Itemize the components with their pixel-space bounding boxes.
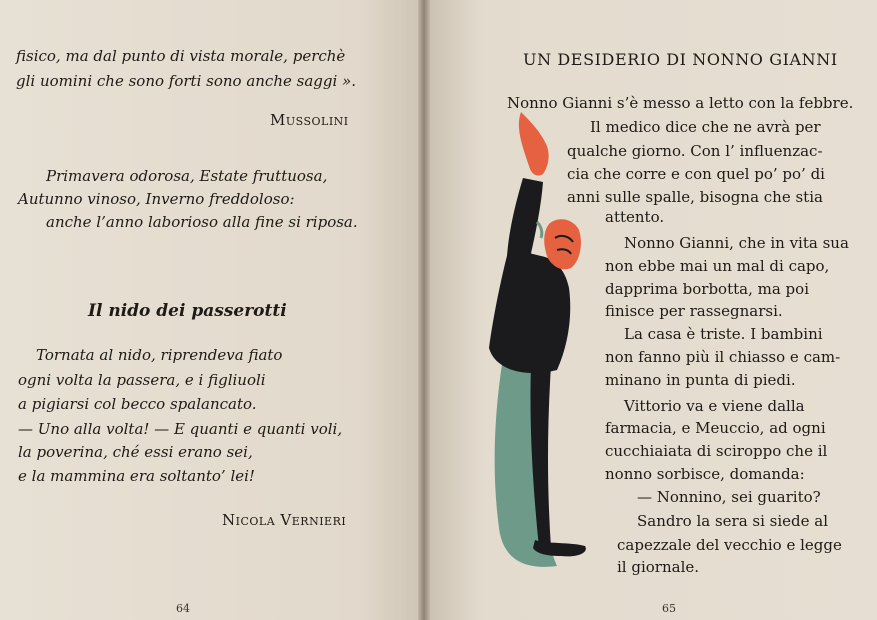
poem-line: la poverina, ché essi erano sei, [18, 443, 253, 461]
poem-title: Il nido dei passerotti [88, 301, 287, 321]
poem-line: Tornata al nido, riprendeva fiato [36, 346, 283, 364]
text-line: La casa è triste. I bambini [624, 325, 823, 343]
poem-author: Nicola Vernieri [222, 511, 347, 529]
proverb-line: Primavera odorosa, Estate fruttuosa, [46, 167, 328, 185]
figure-raised-hand [519, 112, 549, 176]
page-number-right: 65 [662, 602, 676, 615]
quote-line: fisico, ma dal punto di vista morale, perchè [16, 47, 346, 65]
text-line: attento. [605, 208, 665, 226]
proverb-line: Autunno vinoso, Inverno freddoloso: [18, 190, 295, 208]
figure-raised-arm [507, 178, 543, 262]
text-line: minano in punta di piedi. [605, 371, 796, 389]
text-line: Nonno Gianni, che in vita sua [624, 234, 849, 252]
text-line: Nonno Gianni s’è messo a letto con la febbre. [507, 94, 854, 112]
poem-line: — Uno alla volta! — E quanti e quanti voli, [18, 420, 343, 438]
text-line: nonno sorbisce, domanda: [605, 465, 805, 483]
old-man-illustration [485, 108, 595, 572]
text-line: — Nonnino, sei guarito? [637, 488, 821, 506]
text-line: qualche giorno. Con l’ influenzac- [567, 142, 823, 160]
text-line: capezzale del vecchio e legge [617, 536, 842, 554]
poem-line: a pigiarsi col becco spalancato. [18, 395, 257, 413]
figure-sprig [537, 222, 542, 238]
quote-author: Mussolini [270, 111, 349, 129]
chapter-title: UN DESIDERIO DI NONNO GIANNI [523, 50, 838, 69]
text-line: finisce per rassegnarsi. [605, 302, 783, 320]
book-gutter [418, 0, 430, 620]
poem-line: ogni volta la passera, e i figliuoli [18, 371, 266, 389]
text-line: il giornale. [617, 558, 700, 576]
text-line: non fanno più il chiasso e cam- [605, 348, 841, 366]
text-line: Il medico dice che ne avrà per [590, 118, 821, 136]
poem-line: e la mammina era soltanto’ lei! [18, 467, 255, 485]
page-number-left: 64 [176, 602, 190, 615]
text-line: anni sulle spalle, bisogna che stia [567, 188, 823, 206]
text-line: dapprima borbotta, ma poi [605, 280, 809, 298]
text-line: farmacia, e Meuccio, ad ogni [605, 419, 826, 437]
proverb-line: anche l’anno laborioso alla fine si riposa. [46, 213, 358, 231]
text-line: Sandro la sera si siede al [637, 512, 829, 530]
text-line: non ebbe mai un mal di capo, [605, 257, 830, 275]
text-line: cucchiaiata di sciroppo che il [605, 442, 828, 460]
text-line: Vittorio va e viene dalla [624, 397, 805, 415]
text-line: cia che corre e con quel po’ po’ di [567, 165, 825, 183]
quote-line: gli uomini che sono forti sono anche saggi ». [16, 72, 356, 90]
